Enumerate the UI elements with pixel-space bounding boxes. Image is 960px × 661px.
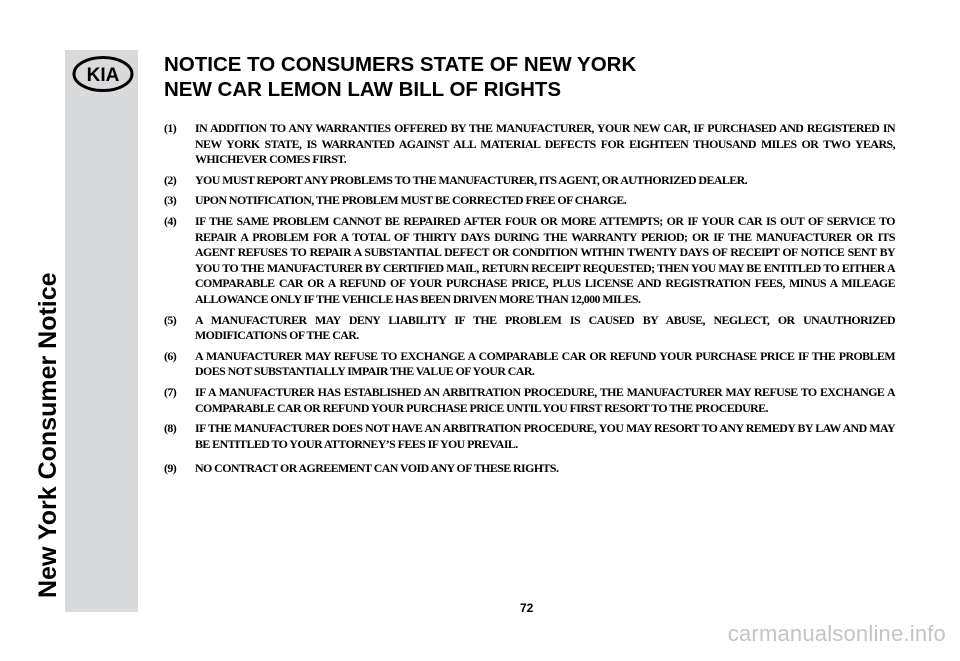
item-number: (2) <box>164 172 177 187</box>
item-text: NO CONTRACT OR AGREEMENT CAN VOID ANY OF THESE RIGHTS. <box>195 461 559 476</box>
list-item <box>164 461 895 477</box>
item-number: (8) <box>164 421 177 436</box>
list-item <box>164 313 895 344</box>
list-item <box>164 121 895 168</box>
sidebar-title: New York Consumer Notice <box>34 272 62 598</box>
list-item <box>164 173 895 189</box>
item-text: A MANUFACTURER MAY REFUSE TO EXCHANGE A COMPARABLE CAR OR REFUND YOUR PURCHASE PRICE IF THE PROBLEM DOES NOT SUBSTANTIALLY IMPAIR THE VALUE OF YOUR CAR. <box>195 348 895 379</box>
list-item <box>164 214 895 308</box>
heading-line-2: NEW CAR LEMON LAW BILL OF RIGHTS <box>164 78 562 101</box>
item-text: YOU MUST REPORT ANY PROBLEMS TO THE MANUFACTURER, ITS AGENT, OR AUTHORIZED DEALER. <box>195 172 748 187</box>
item-number: (5) <box>164 312 177 327</box>
page-number: 72 <box>520 601 534 615</box>
list-item <box>164 385 895 416</box>
item-number: (4) <box>164 213 177 228</box>
item-text: IF THE SAME PROBLEM CANNOT BE REPAIRED AFTER FOUR OR MORE ATTEMPTS; OR IF YOUR CAR IS OUT OF SERVICE TO REPAIR A PROBLEM FOR A TOTAL OF THIRTY DAYS DURING THE WARRANTY PERIOD; OR IF THE MANUFACTURER OR ITS AGENT REFUSES TO REPAIR A SUBSTANTIAL DEFECT OR CONDITION WITHIN TWENTY DAYS OF RECEIPT OF NOTICE SENT BY YOU TO THE MANUFACTURER BY CERTIFIED MAIL, RETURN RECEIPT REQUESTED; THEN YOU MAY BE ENTITLED TO EITHER A COMPARABLE CAR OR A REFUND OF YOUR PURCHASE PRICE, PLUS LICENSE AND REGISTRATION FEES, MINUS A MILEAGE ALLOWANCE ONLY IF THE VEHICLE HAS BEEN DRIVEN MORE THAN 12,000 MILES. <box>195 213 895 306</box>
item-text: IF A MANUFACTURER HAS ESTABLISHED AN ARBITRATION PROCEDURE, THE MANUFACTURER MAY REFUSE TO EXCHANGE A COMPARABLE CAR OR REFUND YOUR PURCHASE PRICE UNTIL YOU FIRST RESORT TO THE PROCEDURE. <box>195 384 895 415</box>
item-text: IN ADDITION TO ANY WARRANTIES OFFERED BY THE MANUFACTURER, YOUR NEW CAR, IF PURCHASED AND REGISTERED IN NEW YORK STATE, IS WARRANTED AGAINST ALL MATERIAL DEFECTS FOR EIGHTEEN THOUSAND MILES OR TWO YEARS, WHICHEVER COMES FIRST. <box>195 121 895 167</box>
list-item <box>164 421 895 452</box>
page-heading <box>164 52 636 102</box>
item-number: (7) <box>164 384 177 399</box>
item-number: (9) <box>164 461 177 476</box>
list-item <box>164 349 895 380</box>
sidebar <box>65 50 138 612</box>
kia-logo <box>72 55 134 93</box>
item-number: (1) <box>164 121 177 135</box>
heading-line-1: NOTICE TO CONSUMERS STATE OF NEW YORK <box>164 53 637 76</box>
item-text: A MANUFACTURER MAY DENY LIABILITY IF THE PROBLEM IS CAUSED BY ABUSE, NEGLECT, OR UNAUTHORIZED MODIFICATIONS OF THE CAR. <box>195 312 895 343</box>
rights-list <box>164 121 895 482</box>
kia-logo-text: KIA <box>86 65 120 86</box>
item-number: (3) <box>164 193 177 208</box>
watermark: carmanualsonline.info <box>727 621 946 646</box>
item-text: UPON NOTIFICATION, THE PROBLEM MUST BE CORRECTED FREE OF CHARGE. <box>195 193 627 208</box>
list-item <box>164 193 895 209</box>
item-number: (6) <box>164 348 177 363</box>
item-text: IF THE MANUFACTURER DOES NOT HAVE AN ARBITRATION PROCEDURE, YOU MAY RESORT TO ANY REMEDY BY LAW AND MAY BE ENTITLED TO YOUR ATTORNEY’S FEES IF YOU PREVAIL. <box>195 421 895 451</box>
